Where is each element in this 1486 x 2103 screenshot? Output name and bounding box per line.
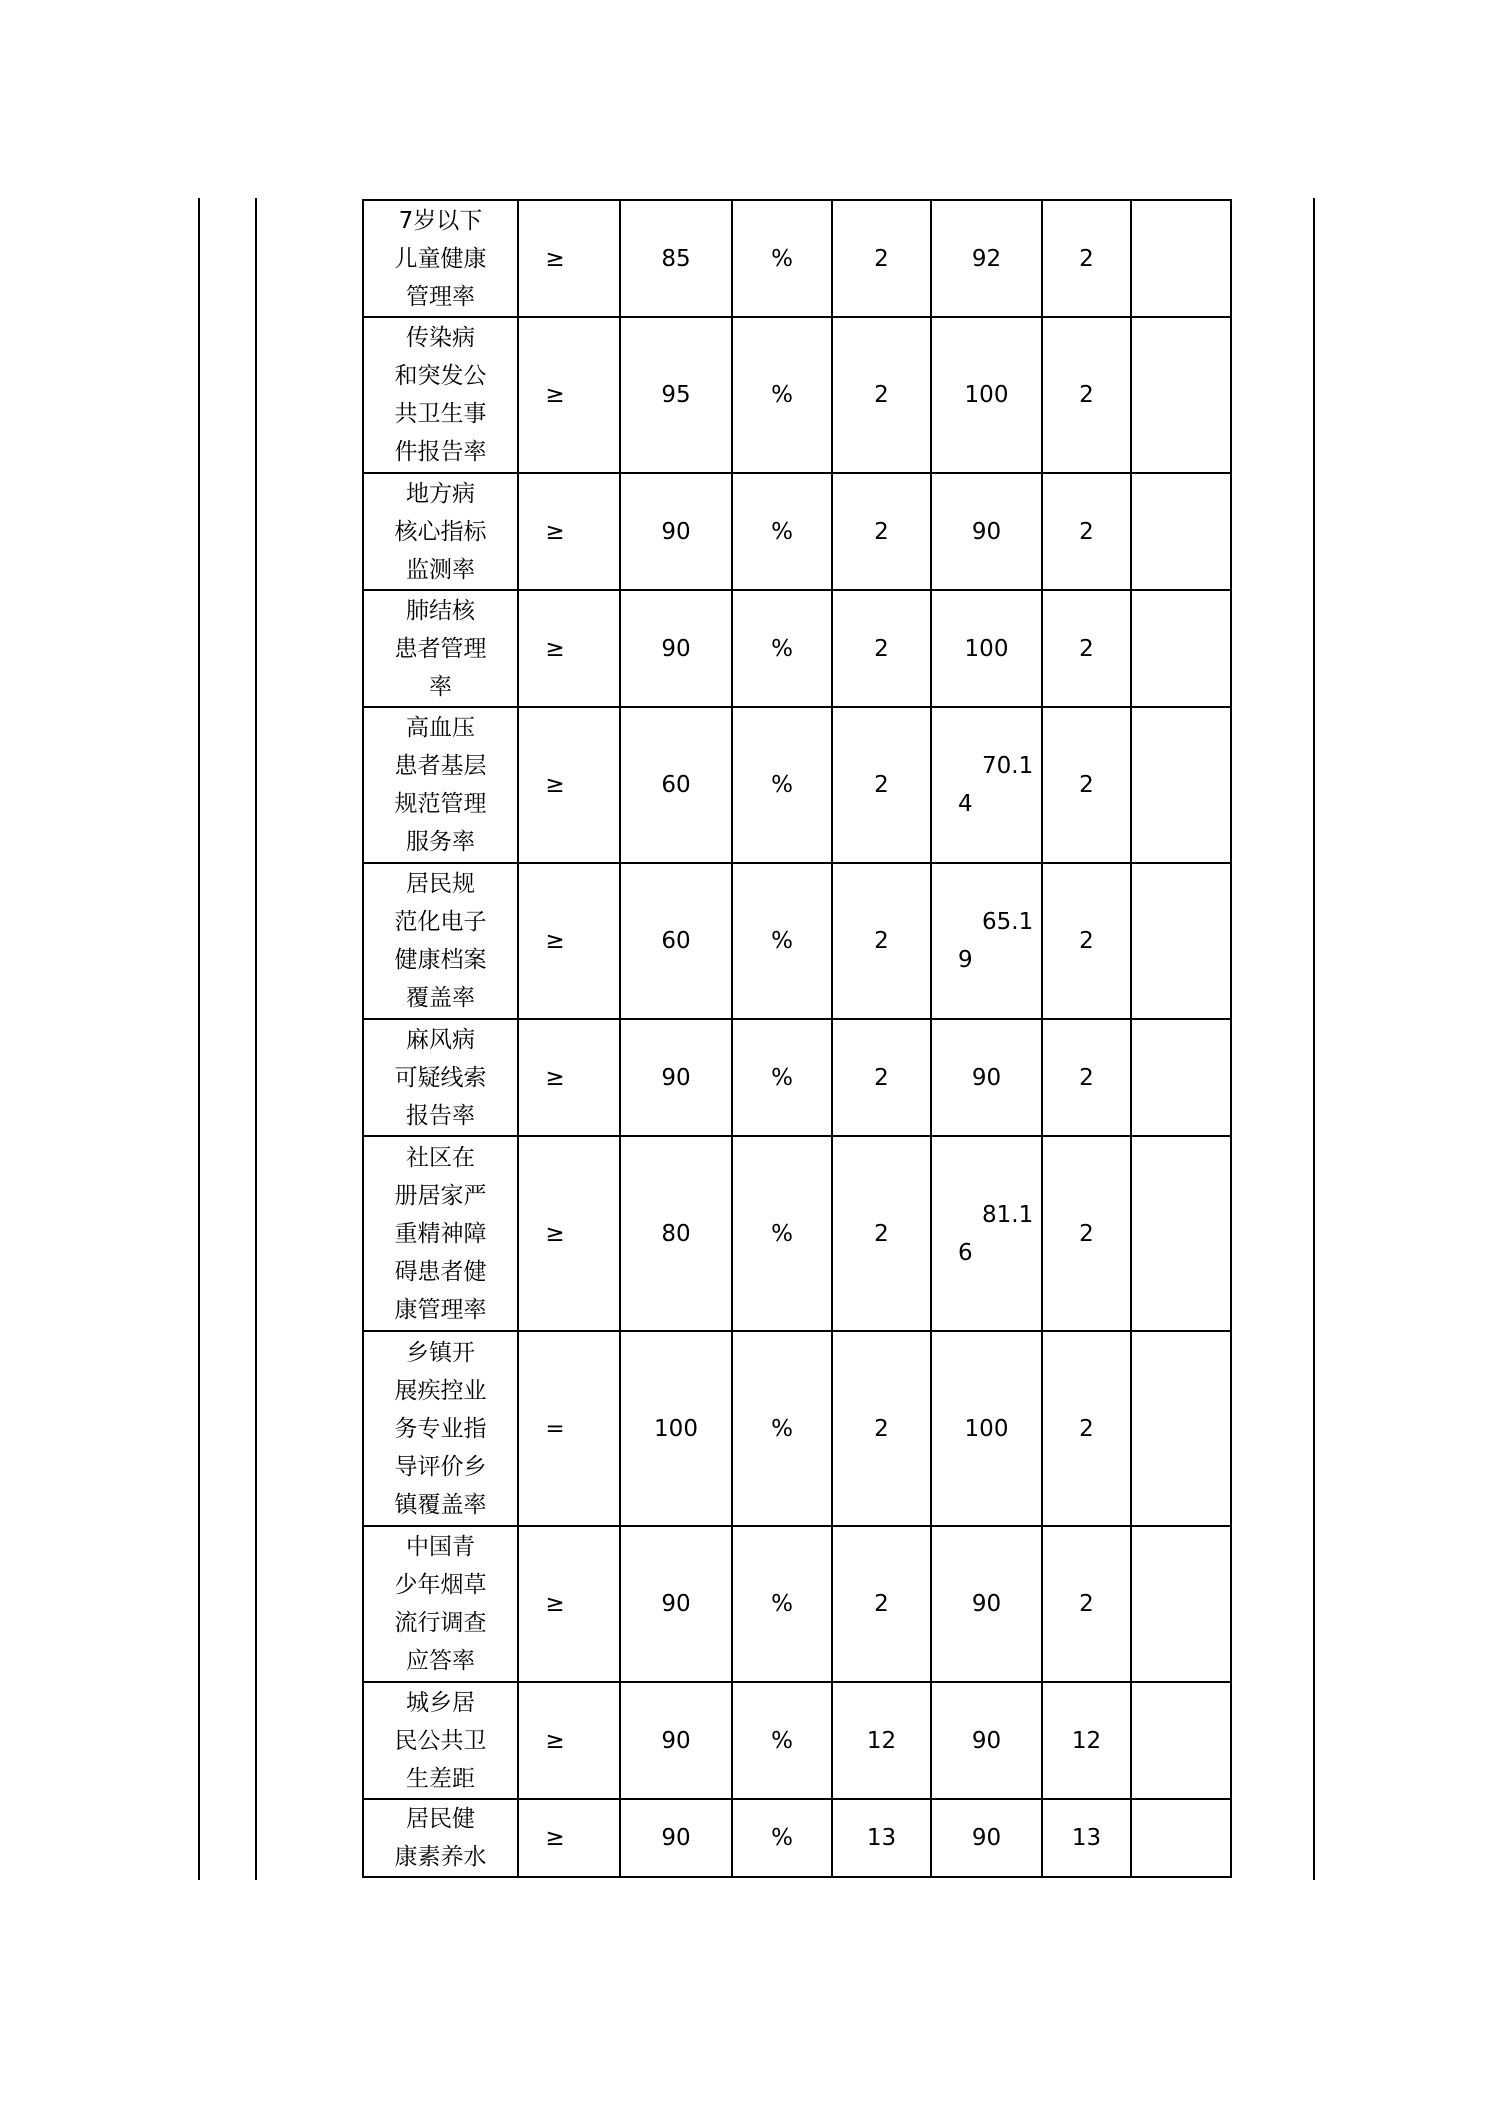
target-value-cell: 90 <box>620 1019 732 1136</box>
indicator-name-line: 监测率 <box>406 556 475 583</box>
target-value-cell: 100 <box>620 1331 732 1526</box>
table-row <box>363 317 1231 473</box>
indicator-name-line: 儿童健康 <box>394 245 487 272</box>
weight-cell: 2 <box>832 1526 931 1682</box>
indicator-name-line: 镇覆盖率 <box>394 1491 487 1518</box>
score-cell: 2 <box>1042 590 1131 707</box>
indicator-name-cell <box>363 1136 518 1331</box>
indicator-name-line: 居民规 <box>406 871 475 897</box>
actual-value-line: 6 <box>958 1239 973 1266</box>
remark-cell <box>1131 1799 1231 1877</box>
weight-cell: 2 <box>832 707 931 863</box>
actual-value-cell: 90 <box>931 1682 1042 1799</box>
indicator-name-cell <box>363 473 518 590</box>
indicator-name-line: 核心指标 <box>394 518 487 545</box>
score-cell: 2 <box>1042 1019 1131 1136</box>
indicator-name-line: 件报告率 <box>394 439 487 465</box>
indicator-name-line: 患者基层 <box>394 753 487 779</box>
weight-cell: 13 <box>832 1799 931 1877</box>
unit-cell: % <box>732 473 832 590</box>
operator-cell: ≥ <box>518 707 620 863</box>
actual-value-line: 9 <box>958 947 973 973</box>
target-value-cell: 90 <box>620 1526 732 1682</box>
score-cell: 2 <box>1042 1526 1131 1682</box>
weight-cell: 2 <box>832 590 931 707</box>
weight-cell: 12 <box>832 1682 931 1799</box>
indicator-name-line: 患者管理 <box>394 635 487 662</box>
indicator-name-line: 少年烟草 <box>394 1572 487 1598</box>
indicator-name-line: 导评价乡 <box>394 1453 487 1480</box>
remark-cell <box>1131 1331 1231 1526</box>
score-cell: 2 <box>1042 317 1131 473</box>
score-cell: 12 <box>1042 1682 1131 1799</box>
operator-cell: ≥ <box>518 863 620 1019</box>
table-row <box>363 1682 1231 1799</box>
actual-value-line: 65.1 <box>982 909 1034 935</box>
indicator-name-line: 覆盖率 <box>406 985 475 1011</box>
indicator-name-line: 中国青 <box>406 1534 475 1560</box>
indicator-name-line: 流行调查 <box>394 1610 487 1636</box>
score-cell: 2 <box>1042 707 1131 863</box>
indicator-name-line: 肺结核 <box>406 597 475 624</box>
remark-cell <box>1131 200 1231 317</box>
indicator-name-line: 民公共卫 <box>394 1727 487 1754</box>
operator-cell: ≥ <box>518 473 620 590</box>
weight-cell: 2 <box>832 1331 931 1526</box>
indicator-name-line: 地方病 <box>406 480 475 507</box>
indicator-name-line: 册居家严 <box>394 1182 487 1209</box>
remark-cell <box>1131 590 1231 707</box>
unit-cell: % <box>732 1019 832 1136</box>
weight-cell: 2 <box>832 1136 931 1331</box>
target-value-cell: 60 <box>620 863 732 1019</box>
indicator-name-cell <box>363 1019 518 1136</box>
indicator-name-line: 和突发公 <box>394 363 487 389</box>
indicator-name-line: 康素养水 <box>394 1844 487 1870</box>
operator-cell: ≥ <box>518 590 620 707</box>
score-cell: 2 <box>1042 1136 1131 1331</box>
indicator-name-cell <box>363 200 518 317</box>
unit-cell: % <box>732 1799 832 1877</box>
indicator-name-line: 可疑线索 <box>394 1064 487 1091</box>
table-row <box>363 863 1231 1019</box>
remark-cell <box>1131 317 1231 473</box>
operator-cell: = <box>518 1331 620 1526</box>
weight-cell: 2 <box>832 200 931 317</box>
remark-cell <box>1131 1526 1231 1682</box>
unit-cell: % <box>732 200 832 317</box>
indicator-name-line: 7岁以下 <box>398 207 483 234</box>
remark-cell <box>1131 473 1231 590</box>
actual-value-line: 70.1 <box>982 753 1034 779</box>
actual-value-cell <box>931 863 1042 1019</box>
indicator-name-line: 康管理率 <box>394 1296 487 1323</box>
actual-value-cell: 90 <box>931 1526 1042 1682</box>
operator-cell: ≥ <box>518 1682 620 1799</box>
unit-cell: % <box>732 1682 832 1799</box>
operator-cell: ≥ <box>518 1136 620 1331</box>
remark-cell <box>1131 1682 1231 1799</box>
actual-value-cell: 100 <box>931 317 1042 473</box>
unit-cell: % <box>732 317 832 473</box>
table-row <box>363 590 1231 707</box>
indicator-name-line: 传染病 <box>406 325 475 351</box>
indicator-table <box>362 199 1232 1878</box>
inner-left-border <box>255 198 257 1880</box>
indicator-name-line: 健康档案 <box>394 947 487 973</box>
operator-cell: ≥ <box>518 1019 620 1136</box>
indicator-name-line: 率 <box>429 673 452 700</box>
indicator-name-cell <box>363 590 518 707</box>
target-value-cell: 90 <box>620 1682 732 1799</box>
table-row <box>363 1331 1231 1526</box>
target-value-cell: 60 <box>620 707 732 863</box>
remark-cell <box>1131 1136 1231 1331</box>
target-value-cell: 95 <box>620 317 732 473</box>
indicator-name-line: 重精神障 <box>394 1220 487 1247</box>
score-cell: 2 <box>1042 473 1131 590</box>
target-value-cell: 90 <box>620 1799 732 1877</box>
indicator-name-line: 生差距 <box>406 1765 475 1792</box>
indicator-name-line: 社区在 <box>406 1144 475 1171</box>
score-cell: 2 <box>1042 200 1131 317</box>
actual-value-cell: 90 <box>931 473 1042 590</box>
target-value-cell: 90 <box>620 590 732 707</box>
remark-cell <box>1131 1019 1231 1136</box>
actual-value-cell: 90 <box>931 1799 1042 1877</box>
actual-value-cell <box>931 707 1042 863</box>
actual-value-cell <box>931 1136 1042 1331</box>
score-cell: 2 <box>1042 1331 1131 1526</box>
indicator-name-line: 城乡居 <box>406 1689 475 1716</box>
indicator-name-cell <box>363 317 518 473</box>
indicator-name-cell <box>363 1682 518 1799</box>
remark-cell <box>1131 863 1231 1019</box>
table-row <box>363 473 1231 590</box>
operator-cell: ≥ <box>518 317 620 473</box>
indicator-name-line: 应答率 <box>406 1648 475 1674</box>
indicator-name-line: 共卫生事 <box>394 401 487 427</box>
unit-cell: % <box>732 1526 832 1682</box>
table-row <box>363 200 1231 317</box>
unit-cell: % <box>732 863 832 1019</box>
indicator-name-cell <box>363 1331 518 1526</box>
indicator-name-line: 展疾控业 <box>394 1377 487 1404</box>
actual-value-cell: 100 <box>931 1331 1042 1526</box>
weight-cell: 2 <box>832 473 931 590</box>
table-row <box>363 1019 1231 1136</box>
target-value-cell: 80 <box>620 1136 732 1331</box>
indicator-name-cell <box>363 863 518 1019</box>
indicator-name-line: 乡镇开 <box>406 1339 475 1366</box>
indicator-name-cell <box>363 1526 518 1682</box>
unit-cell: % <box>732 590 832 707</box>
actual-value-cell: 100 <box>931 590 1042 707</box>
weight-cell: 2 <box>832 1019 931 1136</box>
indicator-name-cell <box>363 1799 518 1877</box>
weight-cell: 2 <box>832 317 931 473</box>
indicator-name-line: 碍患者健 <box>394 1258 487 1285</box>
indicator-name-cell <box>363 707 518 863</box>
table-row <box>363 1799 1231 1877</box>
actual-value-line: 81.1 <box>982 1201 1034 1228</box>
outer-right-border <box>1313 198 1315 1880</box>
operator-cell: ≥ <box>518 1526 620 1682</box>
actual-value-cell: 90 <box>931 1019 1042 1136</box>
target-value-cell: 90 <box>620 473 732 590</box>
indicator-name-line: 范化电子 <box>394 909 487 935</box>
table-row <box>363 1526 1231 1682</box>
target-value-cell: 85 <box>620 200 732 317</box>
remark-cell <box>1131 707 1231 863</box>
indicator-name-line: 服务率 <box>406 829 475 855</box>
indicator-name-line: 务专业指 <box>394 1415 487 1442</box>
table-row <box>363 1136 1231 1331</box>
indicator-name-line: 高血压 <box>406 715 475 741</box>
indicator-name-line: 报告率 <box>406 1102 475 1129</box>
table-row <box>363 707 1231 863</box>
outer-left-border <box>198 198 200 1880</box>
indicator-name-line: 管理率 <box>406 283 475 310</box>
indicator-name-line: 规范管理 <box>394 791 487 817</box>
indicator-name-line: 麻风病 <box>406 1026 475 1053</box>
indicator-name-line: 居民健 <box>406 1806 475 1832</box>
operator-cell: ≥ <box>518 1799 620 1877</box>
score-cell: 13 <box>1042 1799 1131 1877</box>
unit-cell: % <box>732 1136 832 1331</box>
unit-cell: % <box>732 707 832 863</box>
weight-cell: 2 <box>832 863 931 1019</box>
actual-value-cell: 92 <box>931 200 1042 317</box>
actual-value-line: 4 <box>958 791 973 817</box>
unit-cell: % <box>732 1331 832 1526</box>
operator-cell: ≥ <box>518 200 620 317</box>
score-cell: 2 <box>1042 863 1131 1019</box>
